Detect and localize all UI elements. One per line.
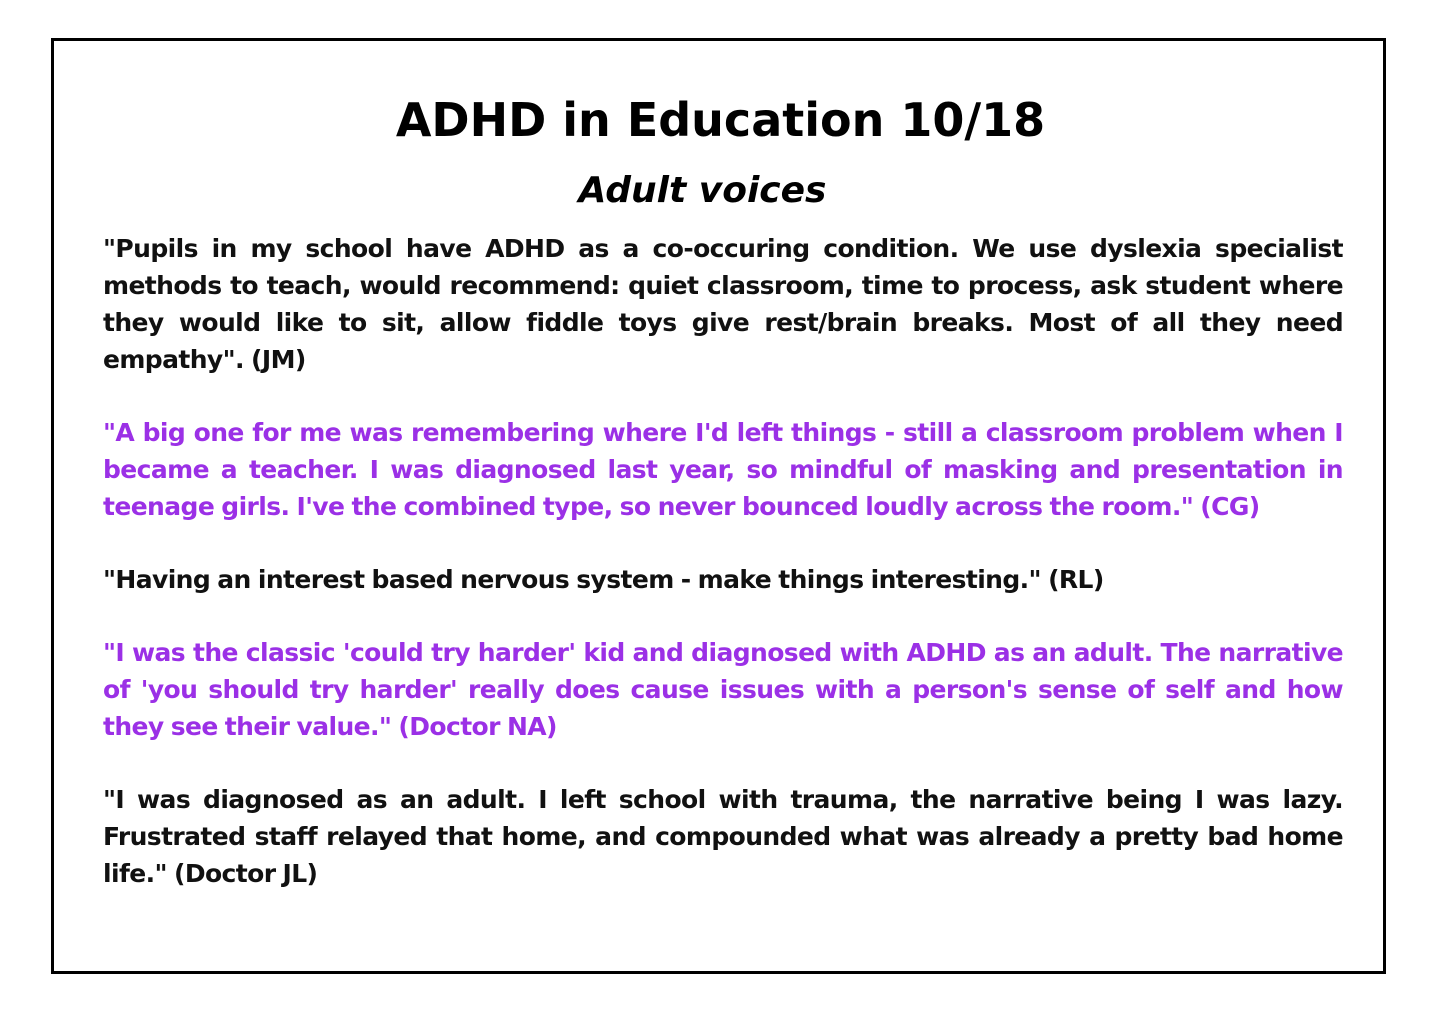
page-title: ADHD in Education 10/18 (395, 93, 1046, 147)
quote-doctor-na: "I was the classic 'could try harder' kid and diagnosed with ADHD as an adult. The narrative of 'you should try harder' really does cause issues with a person's sense of self and how they see their value." (Doctor NA) (103, 638, 1343, 741)
quote-rl: "Having an interest based nervous system - make things interesting." (RL) (103, 565, 1104, 594)
quote-doctor-jl: "I was diagnosed as an adult. I left school with trauma, the narrative being I was lazy. Frustrated staff relayed that home, and compounded what was already a pretty bad home life." (Doctor JL) (103, 785, 1343, 888)
quote-cg: "A big one for me was remembering where I'd left things - still a classroom problem when I became a teacher. I was diagnosed last year, so mindful of masking and presentation in teenage girls. I've the combined type, so never bounced loudly across the room." (CG) (103, 418, 1343, 521)
quote-list (103, 230, 1343, 928)
quote-jm: "Pupils in my school have ADHD as a co-occuring condition. We use dyslexia specialist methods to teach, would recommend: quiet classroom, time to process, ask student where they would like to sit, allow fiddle toys give rest/brain breaks. Most of all they need empathy". (JM) (103, 234, 1343, 374)
page-subtitle: Adult voices (578, 170, 827, 211)
